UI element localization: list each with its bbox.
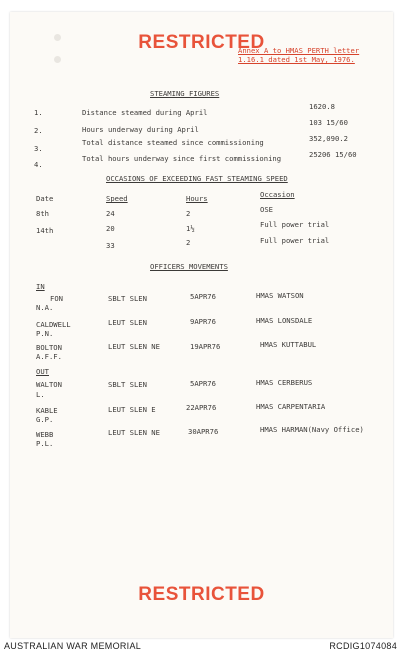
officer-rank: LEUT SLEN bbox=[108, 318, 147, 327]
officer-rank: LEUT SLEN E bbox=[108, 405, 156, 414]
speed-title: OCCASIONS OF EXCEEDING FAST STEAMING SPEED bbox=[106, 174, 288, 183]
officer-rank: SBLT SLEN bbox=[108, 294, 147, 303]
officer-ship: HMAS CARPENTARIA bbox=[256, 402, 326, 411]
speed-value: 24 bbox=[106, 209, 115, 218]
officer-initials: L. bbox=[36, 390, 45, 399]
steaming-num: 3. bbox=[34, 144, 43, 153]
officer-initials: A.F.F. bbox=[36, 352, 62, 361]
footer-source: AUSTRALIAN WAR MEMORIAL bbox=[4, 641, 142, 651]
officer-date: 30APR76 bbox=[188, 427, 219, 436]
col-header-speed: Speed bbox=[106, 194, 128, 203]
officer-ship: HMAS CERBERUS bbox=[256, 378, 313, 387]
officer-initials: P.L. bbox=[36, 439, 54, 448]
speed-hours: 1½ bbox=[186, 224, 195, 233]
officer-date: 5APR76 bbox=[190, 379, 216, 388]
officer-name: WALTON bbox=[36, 380, 62, 389]
out-label: OUT bbox=[36, 367, 49, 376]
officer-date: 19APR76 bbox=[190, 342, 221, 351]
steaming-label: Hours underway during April bbox=[82, 125, 199, 134]
document-page bbox=[10, 12, 393, 638]
speed-date: 8th bbox=[36, 209, 49, 218]
speed-occasion: OSE bbox=[260, 205, 273, 214]
officer-initials: N.A. bbox=[36, 303, 54, 312]
steaming-label: Total hours underway since first commissioning bbox=[82, 154, 282, 163]
speed-value: 33 bbox=[106, 241, 115, 250]
restricted-stamp-top: RESTRICTED bbox=[138, 32, 265, 53]
steaming-value: 25206 15/60 bbox=[309, 150, 357, 159]
steaming-value: 103 15/60 bbox=[309, 118, 348, 127]
speed-occasion: Full power trial bbox=[260, 236, 330, 245]
officer-ship: HMAS KUTTABUL bbox=[260, 340, 317, 349]
officer-initials: P.N. bbox=[36, 329, 54, 338]
officer-rank: SBLT SLEN bbox=[108, 380, 147, 389]
officer-name: CALDWELL bbox=[36, 320, 71, 329]
speed-value: 20 bbox=[106, 224, 115, 233]
steaming-num: 1. bbox=[34, 108, 43, 117]
annex-line-1: Annex A to HMAS PERTH letter bbox=[238, 46, 360, 55]
officer-ship: HMAS LONSDALE bbox=[256, 316, 313, 325]
steaming-num: 4. bbox=[34, 160, 43, 169]
restricted-stamp-bottom: RESTRICTED bbox=[138, 584, 265, 605]
speed-date: 14th bbox=[36, 226, 54, 235]
officers-title: OFFICERS MOVEMENTS bbox=[150, 262, 228, 271]
col-header-hours: Hours bbox=[186, 194, 208, 203]
col-header-date: Date bbox=[36, 194, 54, 203]
steaming-num: 2. bbox=[34, 126, 43, 135]
steaming-label: Distance steamed during April bbox=[82, 108, 208, 117]
in-label: IN bbox=[36, 282, 45, 291]
officer-ship: HMAS WATSON bbox=[256, 291, 304, 300]
officer-name: KABLE bbox=[36, 406, 58, 415]
punch-hole bbox=[54, 56, 61, 63]
annex-line-2: 1.16.1 dated 1st May, 1976. bbox=[238, 55, 355, 64]
officer-initials: G.P. bbox=[36, 415, 54, 424]
officer-name: BOLTON bbox=[36, 343, 62, 352]
officer-name: WEBB bbox=[36, 430, 54, 439]
officer-ship: HMAS HARMAN(Navy Office) bbox=[260, 425, 364, 434]
footer-reference: RCDIG1074084 bbox=[329, 641, 397, 651]
speed-hours: 2 bbox=[186, 209, 191, 218]
steaming-title: STEAMING FIGURES bbox=[150, 89, 220, 98]
officer-date: 9APR76 bbox=[190, 317, 216, 326]
officer-rank: LEUT SLEN NE bbox=[108, 342, 160, 351]
officer-name: FON bbox=[50, 294, 63, 303]
speed-hours: 2 bbox=[186, 238, 191, 247]
steaming-label: Total distance steamed since commissioning bbox=[82, 138, 264, 147]
steaming-value: 352,090.2 bbox=[309, 134, 348, 143]
officer-rank: LEUT SLEN NE bbox=[108, 428, 160, 437]
speed-occasion: Full power trial bbox=[260, 220, 330, 229]
col-header-occasion: Occasion bbox=[260, 190, 295, 199]
officer-date: 5APR76 bbox=[190, 292, 216, 301]
steaming-value: 1620.8 bbox=[309, 102, 335, 111]
officer-date: 22APR76 bbox=[186, 403, 217, 412]
